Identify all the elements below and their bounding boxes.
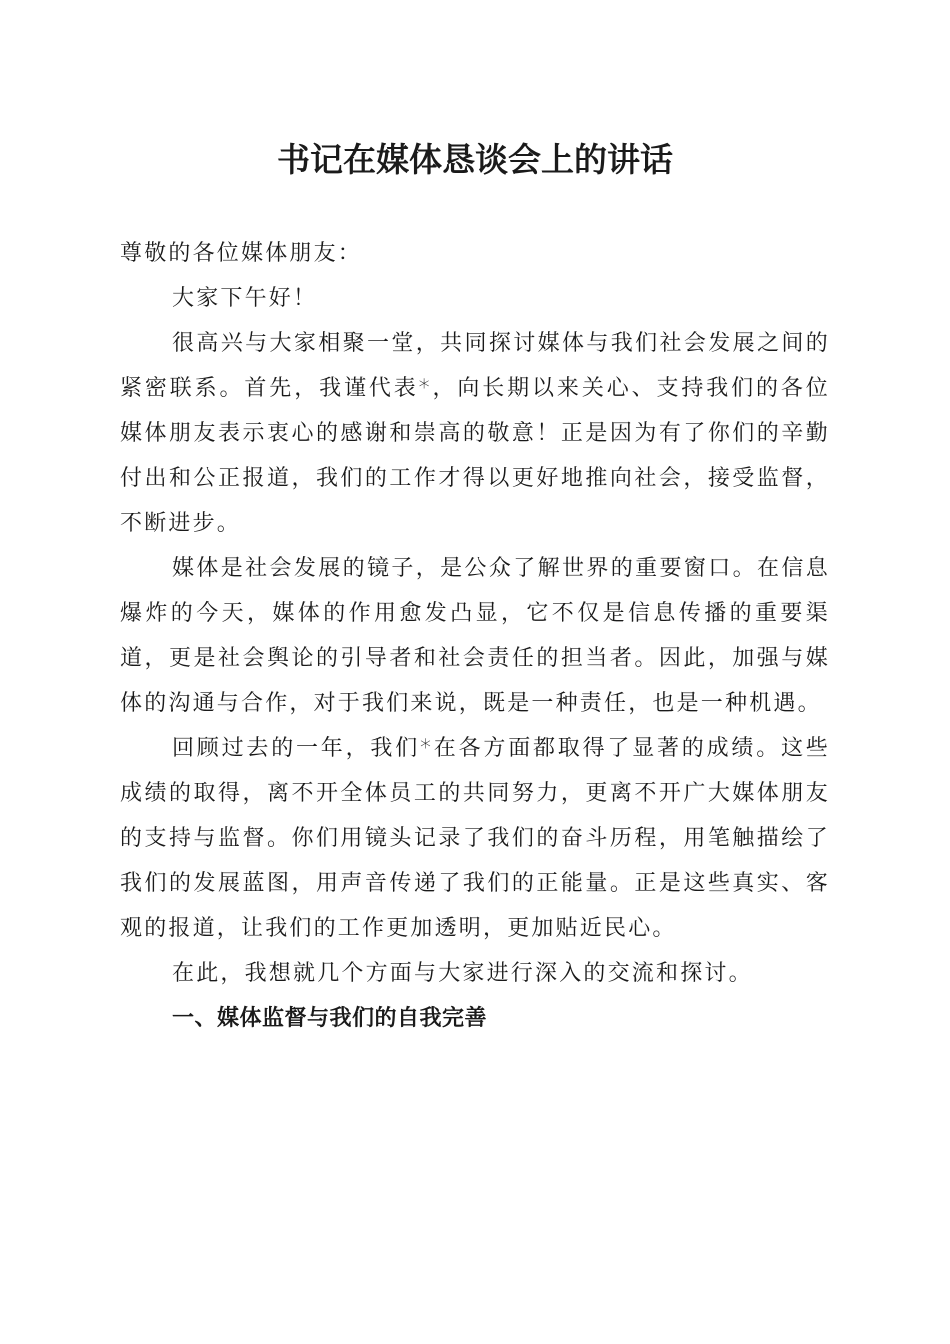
paragraph-1: 很高兴与大家相聚一堂，共同探讨媒体与我们社会发展之间的紧密联系。首先，我谨代表*，向长期以来关心、支持我们的各位媒体朋友表示衷心的感谢和崇高的敬意！正是因为有了你们的辛勤付出和公正报道，我们的工作才得以更好地推向社会，接受监督，不断进步。 — [120, 331, 830, 536]
greeting: 大家下午好！ — [172, 286, 318, 311]
document-title: 书记在媒体恳谈会上的讲话 — [277, 140, 673, 179]
paragraph-4: 在此，我想就几个方面与大家进行深入的交流和探讨。 — [172, 961, 753, 986]
paragraph-2: 媒体是社会发展的镜子，是公众了解世界的重要窗口。在信息爆炸的今天，媒体的作用愈发凸显，它不仅是信息传播的重要渠道，更是社会舆论的引导者和社会责任的担当者。因此，加强与媒体的沟通与合作，对于我们来说，既是一种责任，也是一种机遇。 — [120, 556, 830, 716]
section-heading: 一、媒体监督与我们的自我完善 — [172, 1006, 488, 1031]
paragraph-3: 回顾过去的一年，我们*在各方面都取得了显著的成绩。这些成绩的取得，离不开全体员工的共同努力，更离不开广大媒体朋友的支持与监督。你们用镜头记录了我们的奋斗历程，用笔触描绘了我们的发展蓝图，用声音传递了我们的正能量。正是这些真实、客观的报道，让我们的工作更加透明，更加贴近民心。 — [120, 736, 830, 941]
document-body — [120, 231, 830, 1041]
salutation: 尊敬的各位媒体朋友： — [120, 241, 363, 266]
